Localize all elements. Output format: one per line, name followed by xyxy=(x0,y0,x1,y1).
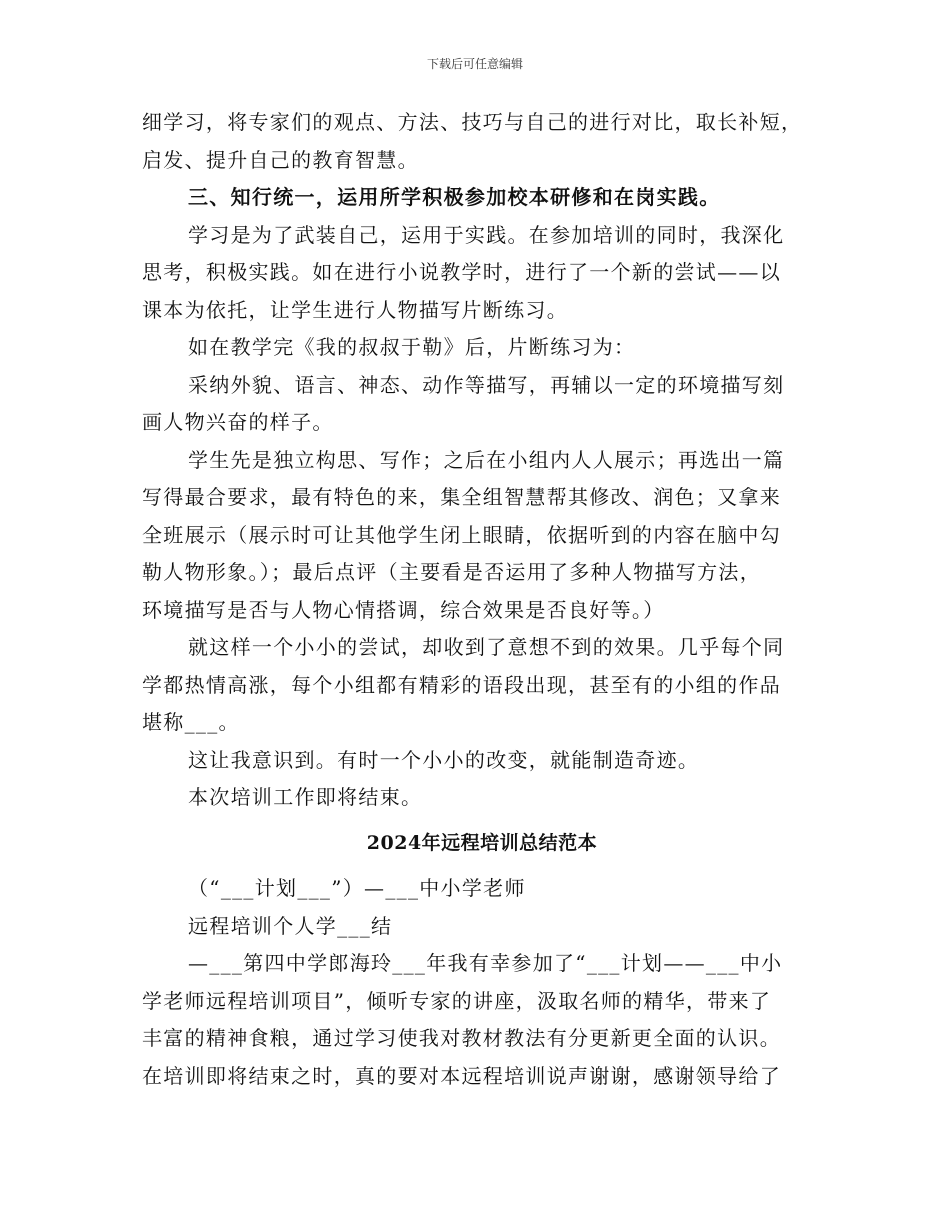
paragraph-line: 课本为依托，让学生进行人物描写片断练习。 xyxy=(142,297,568,322)
paragraph-line: 环境描写是否与人物心情搭调，综合效果是否良好等。） xyxy=(142,597,665,622)
paragraph-line: 学习是为了武装自己，运用于实践。在参加培训的同时，我深化 xyxy=(188,222,785,247)
document-title: 2024年远程培训总结范本 xyxy=(366,831,598,854)
paragraph-line: 勒人物形象。）；最后点评（主要看是否运用了多种人物描写方法， xyxy=(142,560,761,584)
paragraph-line: 启发、提升自己的教育智慧。 xyxy=(142,147,419,172)
paragraph-line: 写得最合要求，最有特色的来，集全组智慧帮其修改、润色；又拿来 xyxy=(142,485,781,509)
paragraph-line: 学老师远程培训项目”，倾听专家的讲座，汲取名师的精华，带来了 xyxy=(142,988,772,1013)
paragraph-line: 画人物兴奋的样子。 xyxy=(142,410,334,434)
paragraph-line: 全班展示（展示时可让其他学生闭上眼睛，依据听到的内容在脑中勾 xyxy=(142,522,781,547)
section-heading: 三、知行统一，运用所学积极参加校本研修和在岗实践。 xyxy=(188,185,721,209)
paragraph-line: 如在教学完《我的叔叔于勒》后，片断练习为： xyxy=(188,335,636,359)
paragraph-line: 采纳外貌、语言、神态、动作等描写，再辅以一定的环境描写刻 xyxy=(188,372,785,397)
paragraph-line: 本次培训工作即将结束。 xyxy=(188,785,423,809)
paragraph-line: 远程培训个人学___结 xyxy=(188,913,393,938)
paragraph-line: 在培训即将结束之时，真的要对本远程培训说声谢谢，感谢领导给了 xyxy=(142,1063,781,1088)
paragraph-line: 学都热情高涨，每个小组都有精彩的语段出现，甚至有的小组的作品 xyxy=(142,672,781,697)
paragraph-line: 这让我意识到。有时一个小小的改变，就能制造奇迹。 xyxy=(188,747,700,772)
paragraph-line: 丰富的精神食粮，通过学习使我对教材教法有分更新更全面的认识。 xyxy=(142,1026,781,1050)
page-header-note: 下载后可任意编辑 xyxy=(426,57,523,71)
paragraph-line: —___第四中学郎海玲___年我有幸参加了“___计划——___中小 xyxy=(188,951,783,975)
paragraph-line: 堪称___。 xyxy=(142,710,240,734)
paragraph-line: 学生先是独立构思、写作；之后在小组内人人展示；再选出一篇 xyxy=(188,447,785,472)
paragraph-line: （“___计划___”）—___中小学老师 xyxy=(188,876,526,900)
paragraph-line: 细学习，将专家们的观点、方法、技巧与自己的进行对比，取长补短， xyxy=(142,110,803,134)
document-body xyxy=(142,104,822,1095)
paragraph-line: 思考，积极实践。如在进行小说教学时，进行了一个新的尝试——以 xyxy=(142,260,781,284)
paragraph-line: 就这样一个小小的尝试，却收到了意想不到的效果。几乎每个同 xyxy=(188,635,785,659)
